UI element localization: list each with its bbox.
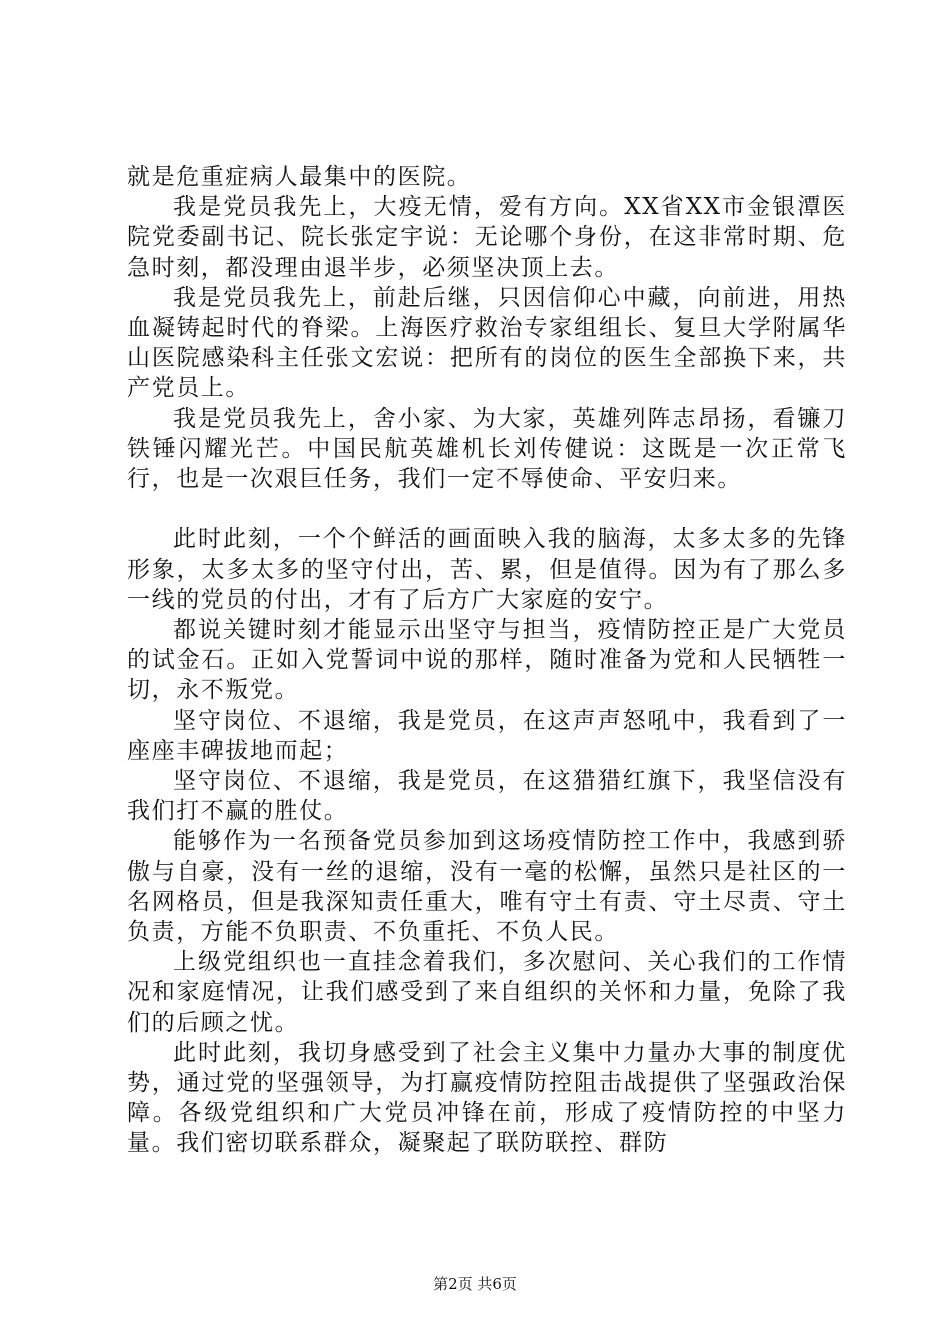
paragraph: 此时此刻，我切身感受到了社会主义集中力量办大事的制度优势，通过党的坚强领导，为打赢疫情防控阻击战提供了坚强政治保障。各级党组织和广大党员冲锋在前，形成了疫情防控的中坚力量。我们密切联系群众，凝聚起了联防联控、群防 bbox=[127, 1039, 847, 1157]
page-number-footer: 第2页 共6页 bbox=[433, 1275, 517, 1293]
paragraph: 此时此刻，一个个鲜活的画面映入我的脑海，太多太多的先锋形象，太多太多的坚守付出，苦、累，但是值得。因为有了那么多一线的党员的付出，才有了后方广大家庭的安宁。 bbox=[127, 526, 847, 613]
paragraph: 上级党组织也一直挂念着我们，多次慰问、关心我们的工作情况和家庭情况，让我们感受到了来自组织的关怀和力量，免除了我们的后顾之忧。 bbox=[127, 949, 847, 1036]
paragraph: 坚守岗位、不退缩，我是党员，在这声声怒吼中，我看到了一座座丰碑拔地而起； bbox=[127, 707, 847, 764]
paragraph: 能够作为一名预备党员参加到这场疫情防控工作中，我感到骄傲与自豪，没有一丝的退缩，没有一毫的松懈，虽然只是社区的一名网格员，但是我深知责任重大，唯有守土有责、守土尽责、守土负责，方能不负职责、不负重托、不负人民。 bbox=[127, 828, 847, 946]
paragraph: 我是党员我先上，前赴后继，只因信仰心中藏，向前进，用热血凝铸起时代的脊梁。上海医疗救治专家组组长、复旦大学附属华山医院感染科主任张文宏说：把所有的岗位的医生全部换下来，共产党员上。 bbox=[127, 284, 847, 402]
paragraph: 坚守岗位、不退缩，我是党员，在这猎猎红旗下，我坚信没有我们打不赢的胜仗。 bbox=[127, 768, 847, 825]
paragraph: 我是党员我先上，舍小家、为大家，英雄列阵志昂扬，看镰刀铁锤闪耀光芒。中国民航英雄机长刘传健说：这既是一次正常飞行，也是一次艰巨任务，我们一定不辱使命、平安归来。 bbox=[127, 405, 847, 493]
paragraph: 我是党员我先上，大疫无情，爱有方向。XX省XX市金银潭医院党委副书记、院长张定宇说：无论哪个身份，在这非常时期、危急时刻，都没理由退半步，必须坚决顶上去。 bbox=[127, 194, 847, 281]
paragraph: 都说关键时刻才能显示出坚守与担当，疫情防控正是广大党员的试金石。正如入党誓词中说的那样，随时准备为党和人民牺牲一切，永不叛党。 bbox=[127, 617, 847, 704]
blank-line bbox=[127, 494, 847, 524]
document-body bbox=[127, 162, 847, 1159]
paragraph: 就是危重症病人最集中的医院。 bbox=[127, 164, 472, 190]
